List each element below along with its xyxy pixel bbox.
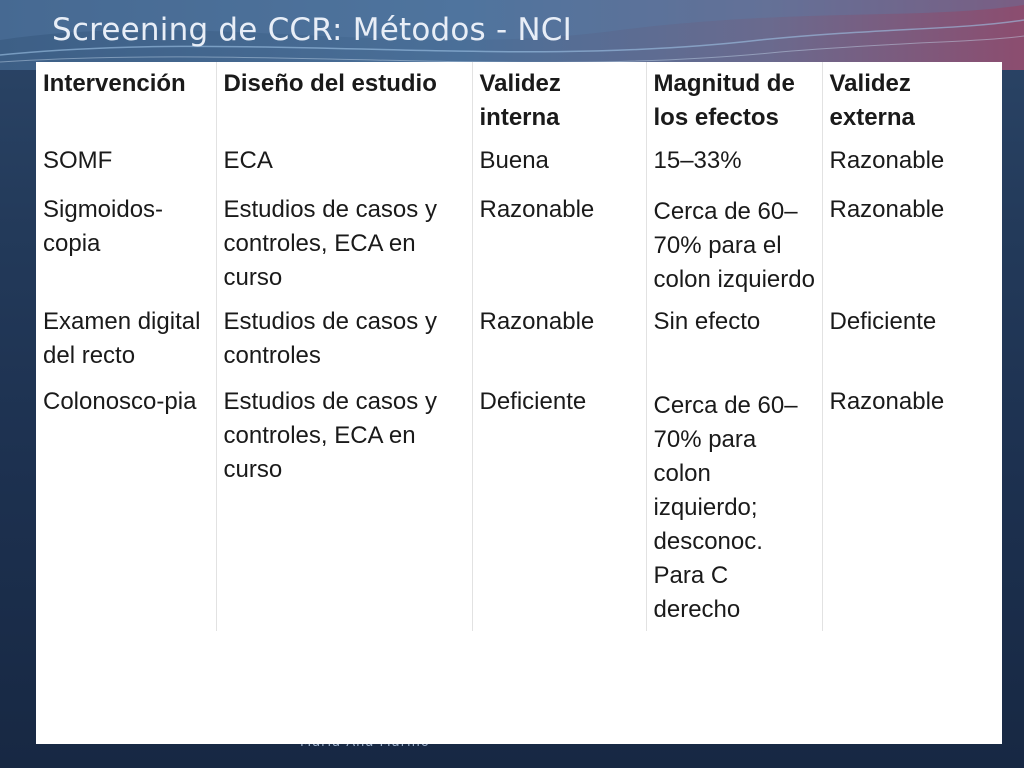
header-row <box>36 62 1002 143</box>
header-validez-externa: Validez externa <box>822 62 1002 143</box>
cell-intervencion: Colonosco-pia <box>43 388 197 415</box>
cell-magnitud: Cerca de 60–70% para colon izquierdo; desconoc. Para C derecho <box>646 379 822 631</box>
cell-validez-externa: Razonable <box>822 185 1002 301</box>
header-magnitud: Magnitud de los efectos <box>646 62 822 143</box>
table-row <box>36 301 1002 379</box>
cell-magnitud: Cerca de 60–70% para el colon izquierdo <box>646 185 822 301</box>
cell-diseno: Estudios de casos y controles, ECA en curso <box>216 185 472 301</box>
cell-validez-externa: Deficiente <box>822 301 1002 379</box>
cell-validez-interna: Razonable <box>472 185 646 301</box>
cell-intervencion: Sigmoidos-copia <box>43 196 164 257</box>
header-intervencion: Intervención <box>43 70 186 97</box>
table-row <box>36 185 1002 301</box>
cell-validez-interna: Deficiente <box>472 379 646 631</box>
methods-table <box>36 62 1002 744</box>
cell-validez-interna: Razonable <box>472 301 646 379</box>
cell-intervencion: SOMF <box>43 147 113 174</box>
cell-diseno: ECA <box>216 143 472 185</box>
table-row <box>36 143 1002 185</box>
table-row <box>36 379 1002 631</box>
cell-intervencion: Examen digital del recto <box>43 308 201 369</box>
cell-validez-interna: Buena <box>472 143 646 185</box>
slide-title: Screening de CCR: Métodos - NCI <box>52 12 572 48</box>
cell-validez-externa: Razonable <box>822 379 1002 631</box>
cell-magnitud: 15–33% <box>646 143 822 185</box>
cell-validez-externa: Razonable <box>822 143 1002 185</box>
header-validez-interna: Validez interna <box>472 62 646 143</box>
cell-magnitud: Sin efecto <box>646 301 822 379</box>
cell-diseno: Estudios de casos y controles, ECA en curso <box>216 379 472 631</box>
cell-diseno: Estudios de casos y controles <box>216 301 472 379</box>
header-diseno: Diseño del estudio <box>216 62 472 143</box>
